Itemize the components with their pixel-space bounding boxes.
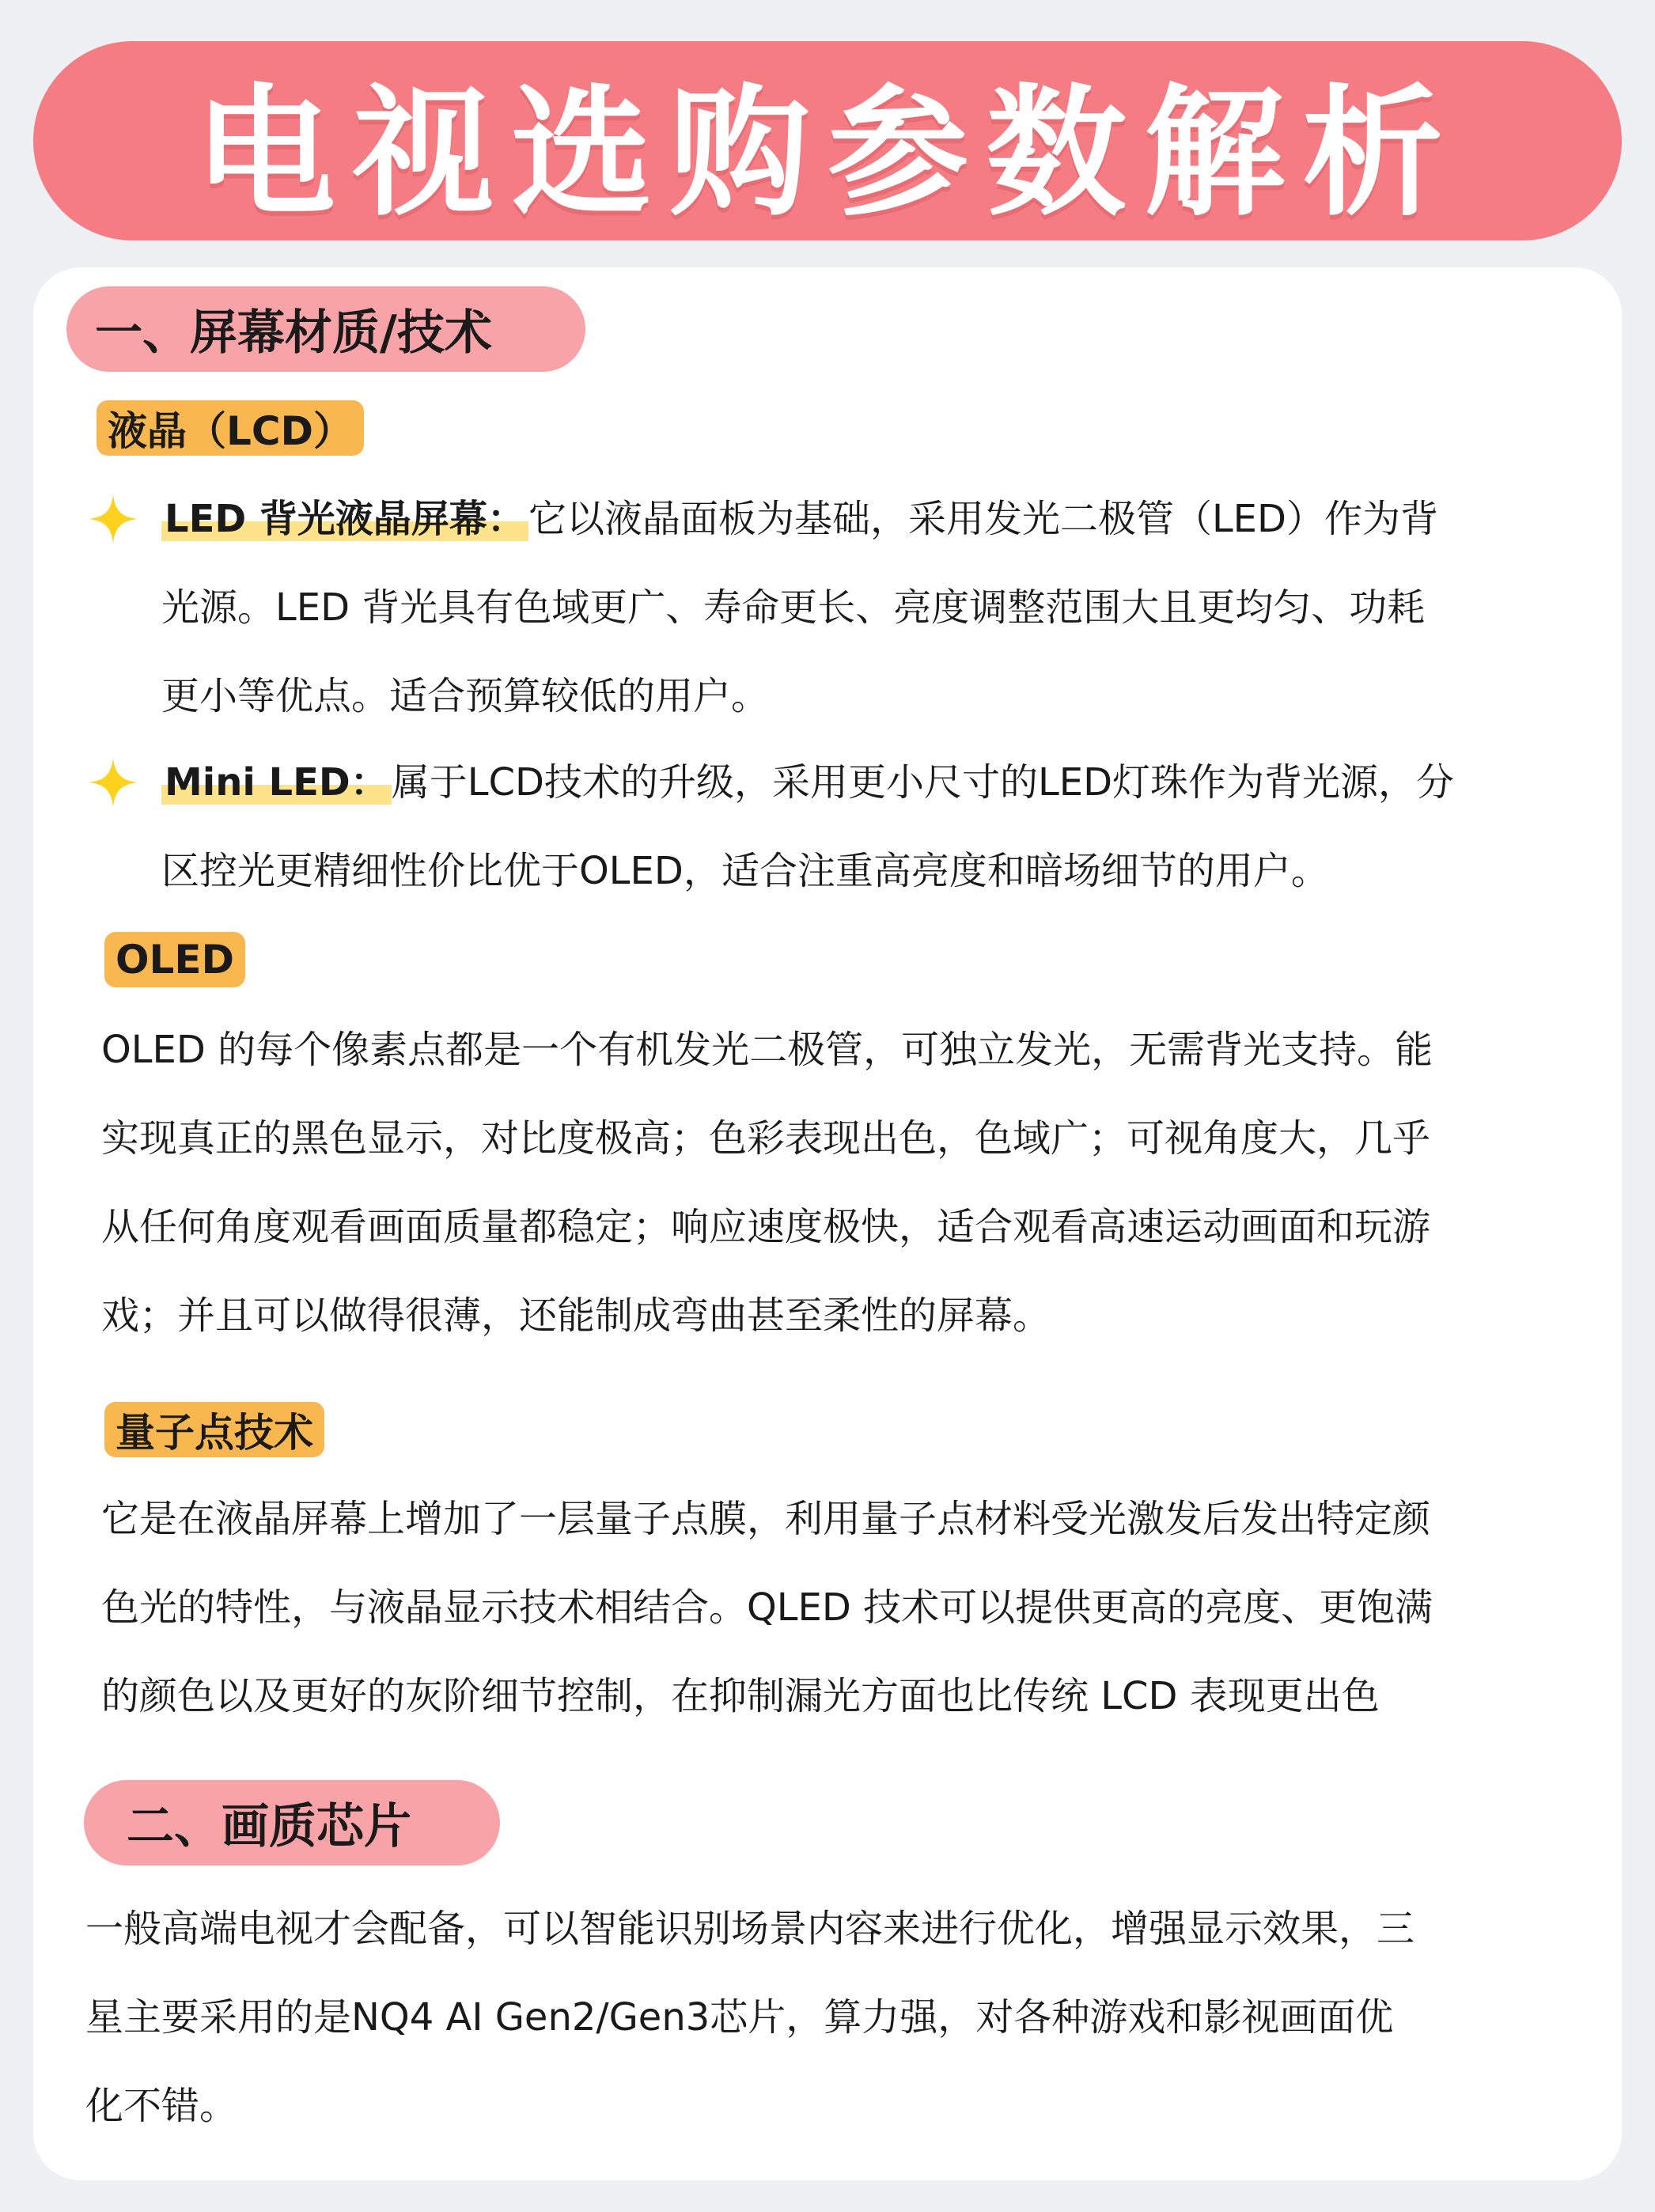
mini-led-label: Mini LED： — [161, 760, 392, 805]
page-title: 电视选购参数解析 — [195, 71, 1460, 235]
qled-line-1: 它是在液晶屏幕上增加了一层量子点膜，利用量子点材料受光激发后发出特定颜 — [101, 1497, 1431, 1541]
led-backlight-line-1: LED 背光液晶屏幕：它以液晶面板为基础，采用发光二极管（LED）作为背 — [161, 475, 1438, 563]
oled-line-1: OLED 的每个像素点都是一个有机发光二极管，可独立发光，无需背光支持。能 — [101, 1028, 1433, 1072]
sub-tag-label: 量子点技术 — [116, 1410, 313, 1456]
chip-line-1: 一般高端电视才会配备，可以智能识别场景内容来进行优化，增强显示效果，三 — [85, 1907, 1415, 1951]
section-title: 二、画质芯片 — [127, 1799, 411, 1854]
title-banner — [33, 41, 1622, 241]
sub-tag-lcd — [97, 400, 364, 456]
sparkle-icon — [89, 758, 138, 807]
qled-line-3: 的颜色以及更好的灰阶细节控制，在抑制漏光方面也比传统 LCD 表现更出色 — [101, 1674, 1380, 1718]
sub-tag-label: 液晶（LCD） — [108, 408, 354, 454]
section-tag-screen-tech — [66, 286, 585, 372]
section-title: 一、屏幕材质/技术 — [95, 305, 492, 361]
oled-line-3: 从任何角度观看画面质量都稳定；响应速度极快，适合观看高速运动画面和玩游 — [101, 1205, 1431, 1249]
mini-led-line-2: 区控光更精细性价比优于OLED，适合注重高亮度和暗场细节的用户。 — [161, 849, 1329, 893]
sparkle-icon — [89, 494, 138, 544]
led-backlight-line-2: 光源。LED 背光具有色域更广、寿命更长、亮度调整范围大且更均匀、功耗 — [161, 585, 1426, 630]
oled-line-2: 实现真正的黑色显示，对比度极高；色彩表现出色，色域广；可视角度大，几乎 — [101, 1116, 1431, 1161]
section-tag-picture-chip — [84, 1780, 500, 1865]
mini-led-line-1: Mini LED：属于LCD技术的升级，采用更小尺寸的LED灯珠作为背光源，分 — [161, 738, 1454, 827]
led-backlight-line-3: 更小等优点。适合预算较低的用户。 — [161, 674, 770, 718]
sub-tag-oled — [104, 932, 245, 987]
sub-tag-label: OLED — [116, 937, 235, 983]
led-backlight-label: LED 背光液晶屏幕： — [161, 497, 528, 541]
sub-tag-quantum-dot — [104, 1402, 324, 1457]
chip-line-3: 化不错。 — [85, 2084, 238, 2128]
qled-line-2: 色光的特性，与液晶显示技术相结合。QLED 技术可以提供更高的亮度、更饱满 — [101, 1585, 1433, 1630]
chip-line-2: 星主要采用的是NQ4 AI Gen2/Gen3芯片，算力强，对各种游戏和影视画面优 — [85, 1995, 1394, 2040]
oled-line-4: 戏；并且可以做得很薄，还能制成弯曲甚至柔性的屏幕。 — [101, 1293, 1051, 1338]
